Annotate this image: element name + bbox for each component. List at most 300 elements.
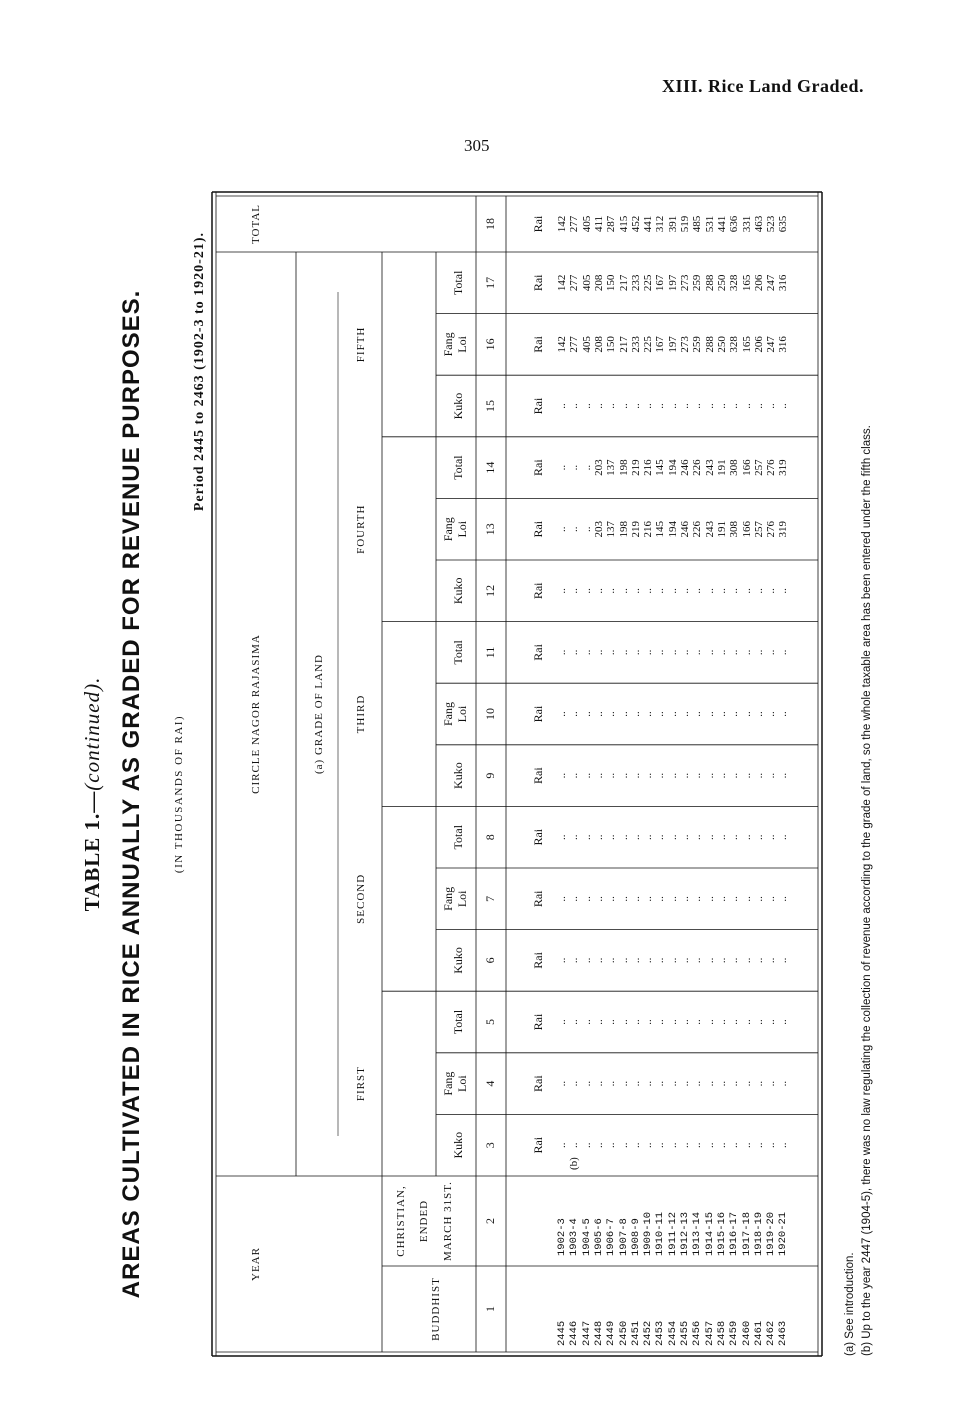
- empty-cell: ..: [666, 896, 679, 902]
- cell-fourth-fang-loi: 308: [728, 520, 741, 538]
- empty-cell: ..: [740, 772, 753, 779]
- cell-fifth-total: 316: [777, 274, 790, 292]
- cell-fourth-fang-loi: 194: [666, 520, 679, 538]
- empty-cell: ..: [691, 403, 704, 409]
- column-number: 18: [483, 218, 497, 230]
- empty-cell: ..: [728, 1080, 741, 1087]
- empty-cell: ..: [666, 588, 679, 594]
- empty-cell: ..: [666, 1080, 679, 1087]
- empty-cell: ..: [642, 649, 655, 656]
- empty-cell: ..: [568, 588, 581, 594]
- empty-cell: ..: [654, 403, 667, 409]
- empty-cell: ..: [580, 957, 593, 964]
- empty-cell: ..: [765, 1142, 778, 1148]
- cell-fourth-fang-loi: 203: [592, 520, 605, 538]
- empty-cell: ..: [592, 1142, 605, 1148]
- empty-cell: ..: [703, 772, 716, 779]
- empty-cell: ..: [777, 772, 790, 779]
- column-number: 16: [483, 338, 497, 351]
- empty-cell: ..: [752, 1142, 765, 1148]
- empty-cell: ..: [728, 649, 741, 656]
- cell-grand-total: 452: [629, 215, 642, 233]
- column-number: 6: [483, 957, 497, 964]
- column-number: 12: [483, 584, 497, 597]
- empty-cell: ..: [580, 834, 593, 840]
- unit-label: Rai: [531, 459, 545, 476]
- empty-cell: ..: [752, 1019, 765, 1025]
- cell-grand-total: 411: [592, 215, 605, 233]
- cell-fourth-fang-loi: 246: [679, 520, 691, 538]
- cell-grand-total: 142: [556, 215, 568, 233]
- empty-cell: ..: [666, 1142, 679, 1148]
- empty-cell: ..: [679, 834, 691, 840]
- table-units: (IN THOUSANDS OF RAI): [173, 714, 185, 874]
- empty-cell: ..: [777, 1142, 790, 1148]
- unit-label: Rai: [531, 828, 545, 846]
- row-buddhist-year: 2456: [691, 1320, 704, 1346]
- cell-fourth-total: 226: [691, 459, 704, 476]
- empty-cell: ..: [777, 711, 790, 717]
- header-fang-fourth: Fang: [441, 517, 455, 542]
- empty-cell: ..: [580, 588, 593, 594]
- empty-cell: ..: [703, 1019, 716, 1025]
- row-christian-year: 1920-21: [777, 1211, 790, 1256]
- empty-cell: ..: [728, 1019, 741, 1025]
- empty-cell: ..: [777, 403, 790, 409]
- empty-cell: ..: [728, 896, 741, 902]
- row-buddhist-year: 2457: [703, 1320, 716, 1346]
- empty-cell: ..: [752, 1080, 765, 1087]
- header-kuko-second: Kuko: [451, 947, 465, 974]
- empty-cell: ..: [715, 711, 728, 717]
- empty-cell: ..: [617, 834, 630, 840]
- table-period: Period 2445 to 2463 (1902-3 to 1920-21).: [192, 232, 207, 512]
- cell-grand-total: 331: [740, 215, 753, 233]
- empty-cell: ..: [752, 403, 765, 409]
- empty-cell: ..: [703, 1080, 716, 1087]
- empty-cell: ..: [765, 1019, 778, 1025]
- row-buddhist-year: 2452: [642, 1320, 655, 1346]
- cell-fifth-fang-loi: 250: [715, 336, 728, 353]
- row-buddhist-year: 2463: [777, 1320, 790, 1346]
- cell-fifth-fang-loi: 206: [752, 336, 765, 353]
- empty-cell: ..: [568, 1142, 581, 1148]
- empty-cell: ..: [568, 1080, 581, 1087]
- cell-fourth-total: ..: [556, 464, 568, 471]
- empty-cell: ..: [715, 649, 728, 656]
- cell-fifth-total: 150: [605, 274, 618, 292]
- empty-cell: ..: [777, 957, 790, 964]
- empty-cell: ..: [580, 403, 593, 409]
- empty-cell: ..: [691, 772, 704, 779]
- empty-cell: ..: [703, 649, 716, 656]
- cell-grand-total: 277: [568, 215, 581, 233]
- empty-cell: ..: [691, 1142, 704, 1148]
- empty-cell: ..: [642, 1142, 655, 1148]
- empty-cell: ..: [679, 896, 691, 902]
- header-grade-fourth: FOURTH: [355, 504, 367, 554]
- cell-fifth-fang-loi: 328: [728, 336, 741, 353]
- empty-cell: ..: [703, 711, 716, 717]
- cell-fifth-total: 225: [642, 274, 655, 292]
- cell-grand-total: 635: [777, 215, 790, 233]
- header-ended: ENDED: [418, 1199, 430, 1243]
- empty-cell: ..: [654, 1142, 667, 1148]
- empty-cell: ..: [568, 772, 581, 779]
- row-christian-year: 1905-6: [592, 1218, 605, 1256]
- column-number: 1: [483, 1306, 497, 1312]
- empty-cell: ..: [740, 1019, 753, 1025]
- empty-cell: ..: [679, 649, 691, 656]
- empty-cell: ..: [715, 403, 728, 409]
- table-subtitle: AREAS CULTIVATED IN RICE ANNUALLY AS GRADED FOR REVENUE PURPOSES.: [118, 289, 145, 1299]
- table-label: TABLE 1.—: [80, 790, 104, 912]
- empty-cell: ..: [592, 957, 605, 964]
- row-buddhist-year: 2451: [629, 1320, 642, 1346]
- header-loi-first: Loi: [455, 1075, 469, 1092]
- row-christian-year: 1908-9: [629, 1218, 642, 1256]
- empty-cell: ..: [654, 649, 667, 656]
- empty-cell: ..: [629, 649, 642, 656]
- header-fang-first: Fang: [441, 1071, 455, 1096]
- cell-grand-total: 463: [752, 215, 765, 233]
- empty-cell: ..: [679, 957, 691, 964]
- empty-cell: ..: [691, 834, 704, 840]
- empty-cell: ..: [568, 1019, 581, 1025]
- footnotes: [842, 425, 876, 1356]
- unit-label: Rai: [531, 890, 545, 908]
- empty-cell: ..: [777, 588, 790, 594]
- cell-fourth-fang-loi: 198: [617, 520, 630, 538]
- empty-cell: ..: [654, 834, 667, 840]
- empty-cell: ..: [777, 834, 790, 840]
- cell-fourth-total: 166: [740, 459, 753, 476]
- unit-label: Rai: [531, 336, 545, 353]
- empty-cell: ..: [617, 649, 630, 656]
- cell-fifth-fang-loi: 273: [679, 336, 691, 353]
- row-christian-year: 1910-11: [654, 1211, 667, 1256]
- page-number: 305: [464, 136, 490, 155]
- cell-fourth-total: 308: [728, 459, 741, 476]
- header-kuko-fifth: Kuko: [451, 392, 465, 420]
- cell-fifth-total: 206: [752, 274, 765, 292]
- header-loi-third: Loi: [455, 705, 469, 723]
- header-subtotal-fifth: Total: [451, 270, 465, 296]
- empty-cell: ..: [605, 1080, 618, 1087]
- header-kuko-first: Kuko: [451, 1131, 465, 1159]
- empty-cell: ..: [715, 834, 728, 840]
- empty-cell: ..: [617, 772, 630, 779]
- running-header: XIII. Rice Land Graded.: [661, 76, 864, 96]
- empty-cell: ..: [679, 588, 691, 594]
- row-christian-year: 1904-5: [580, 1218, 593, 1256]
- cell-grand-total: 636: [728, 215, 741, 233]
- empty-cell: ..: [654, 957, 667, 964]
- cell-fifth-fang-loi: 165: [740, 336, 753, 353]
- empty-cell: ..: [556, 772, 568, 779]
- empty-cell: ..: [740, 649, 753, 656]
- empty-cell: ..: [592, 1019, 605, 1025]
- cell-fifth-fang-loi: 217: [617, 336, 630, 353]
- empty-cell: ..: [666, 711, 679, 717]
- empty-cell: ..: [592, 1080, 605, 1087]
- empty-cell: ..: [568, 834, 581, 840]
- cell-fourth-fang-loi: 243: [703, 520, 716, 538]
- empty-cell: ..: [605, 834, 618, 840]
- empty-cell: ..: [642, 711, 655, 717]
- unit-label: Rai: [531, 767, 545, 784]
- empty-cell: ..: [752, 896, 765, 902]
- header-fang-second: Fang: [441, 886, 455, 911]
- empty-cell: ..: [642, 1019, 655, 1025]
- cell-fourth-fang-loi: 191: [715, 520, 728, 538]
- empty-cell: ..: [617, 588, 630, 594]
- empty-cell: ..: [654, 896, 667, 902]
- row-christian-year: 1911-12: [666, 1211, 679, 1256]
- row-christian-year: 1914-15: [703, 1211, 716, 1256]
- cell-fifth-total: 328: [728, 274, 741, 292]
- empty-cell: ..: [556, 1080, 568, 1087]
- column-number: 13: [483, 523, 497, 536]
- empty-cell: ..: [728, 834, 741, 840]
- cell-fifth-total: 288: [703, 274, 716, 292]
- cell-grand-total: 415: [617, 215, 630, 233]
- empty-cell: ..: [777, 1019, 790, 1025]
- empty-cell: ..: [605, 1019, 618, 1025]
- cell-fifth-total: 233: [629, 274, 642, 292]
- empty-cell: ..: [765, 403, 778, 409]
- empty-cell: ..: [765, 649, 778, 656]
- empty-cell: ..: [654, 1019, 667, 1025]
- empty-cell: ..: [642, 403, 655, 409]
- empty-cell: ..: [654, 711, 667, 717]
- empty-cell: ..: [617, 957, 630, 964]
- empty-cell: ..: [679, 772, 691, 779]
- row-buddhist-year: 2446: [568, 1320, 581, 1346]
- cell-grand-total: 405: [580, 215, 593, 233]
- empty-cell: ..: [765, 772, 778, 779]
- empty-cell: ..: [679, 1019, 691, 1025]
- header-total: TOTAL: [250, 204, 262, 244]
- row-christian-year: 1916-17: [728, 1211, 741, 1256]
- cell-fifth-fang-loi: 167: [654, 336, 667, 353]
- empty-cell: ..: [605, 711, 618, 717]
- unit-label: Rai: [531, 705, 545, 723]
- empty-cell: ..: [605, 772, 618, 779]
- empty-cell: ..: [740, 1080, 753, 1087]
- empty-cell: ..: [715, 588, 728, 594]
- table-continued: (continued).: [80, 676, 104, 791]
- header-grade-second: SECOND: [355, 873, 367, 924]
- empty-cell: ..: [715, 772, 728, 779]
- empty-cell: ..: [691, 896, 704, 902]
- empty-cell: ..: [556, 649, 568, 656]
- empty-cell: ..: [629, 711, 642, 717]
- empty-cell: ..: [728, 1142, 741, 1148]
- empty-cell: ..: [605, 649, 618, 656]
- header-kuko-third: Kuko: [451, 762, 465, 789]
- empty-cell: ..: [752, 834, 765, 840]
- cell-fifth-fang-loi: 225: [642, 336, 655, 353]
- cell-grand-total: 485: [691, 215, 704, 233]
- empty-cell: ..: [568, 403, 581, 409]
- column-number: 5: [483, 1019, 497, 1026]
- empty-cell: ..: [728, 772, 741, 779]
- cell-fourth-fang-loi: 166: [740, 520, 753, 538]
- cell-fifth-total: 167: [654, 274, 667, 292]
- empty-cell: ..: [703, 957, 716, 964]
- row-christian-year: 1917-18: [740, 1211, 753, 1256]
- column-number: 8: [483, 834, 497, 841]
- empty-cell: ..: [629, 834, 642, 840]
- empty-cell: ..: [666, 403, 679, 409]
- empty-cell: ..: [592, 896, 605, 902]
- cell-fifth-fang-loi: 277: [568, 336, 581, 353]
- empty-cell: ..: [691, 649, 704, 656]
- header-christian: CHRISTIAN,: [395, 1185, 407, 1257]
- unit-label: Rai: [531, 1013, 545, 1031]
- row-buddhist-year: 2462: [765, 1320, 778, 1346]
- row-buddhist-year: 2454: [666, 1320, 679, 1346]
- empty-cell: ..: [605, 957, 618, 964]
- empty-cell: ..: [752, 588, 765, 594]
- empty-cell: ..: [556, 834, 568, 840]
- empty-cell: ..: [629, 896, 642, 902]
- row-buddhist-year: 2450: [617, 1320, 630, 1346]
- empty-cell: ..: [666, 649, 679, 656]
- cell-fourth-fang-loi: ..: [580, 526, 593, 532]
- cell-fifth-fang-loi: 233: [629, 336, 642, 353]
- row-buddhist-year: 2458: [715, 1320, 728, 1346]
- empty-cell: ..: [703, 403, 716, 409]
- empty-cell: ..: [691, 711, 704, 717]
- column-number: 15: [483, 400, 497, 413]
- row-christian-year: 1915-16: [715, 1211, 728, 1256]
- cell-fourth-total: 319: [777, 459, 790, 476]
- empty-cell: ..: [740, 711, 753, 717]
- empty-cell: ..: [715, 957, 728, 964]
- row-christian-year: 1913-14: [691, 1211, 704, 1256]
- empty-cell: ..: [629, 1080, 642, 1087]
- empty-cell: ..: [703, 834, 716, 840]
- cell-grand-total: 441: [642, 215, 655, 233]
- header-loi-fourth: Loi: [455, 520, 469, 538]
- unit-label: Rai: [531, 952, 545, 969]
- row-buddhist-year: 2448: [592, 1320, 605, 1346]
- empty-cell: ..: [642, 957, 655, 964]
- empty-cell: ..: [556, 711, 568, 717]
- cell-fifth-fang-loi: 259: [691, 336, 704, 353]
- cell-fourth-fang-loi: 137: [605, 520, 618, 538]
- header-fang-fifth: Fang: [441, 332, 455, 357]
- empty-cell: ..: [642, 772, 655, 779]
- row-buddhist-year: 2455: [679, 1320, 691, 1346]
- cell-fifth-total: 247: [765, 274, 778, 292]
- empty-cell: ..: [568, 711, 581, 717]
- empty-cell: ..: [765, 896, 778, 902]
- empty-cell: ..: [666, 834, 679, 840]
- column-number: 14: [483, 461, 497, 474]
- cell-fifth-fang-loi: 150: [605, 336, 618, 353]
- empty-cell: ..: [703, 896, 716, 902]
- cell-fourth-total: 194: [666, 459, 679, 476]
- cell-fifth-total: 142: [556, 274, 568, 292]
- empty-cell: ..: [765, 1080, 778, 1087]
- cell-fourth-total: 276: [765, 459, 778, 476]
- empty-cell: ..: [629, 957, 642, 964]
- empty-cell: ..: [691, 1080, 704, 1087]
- empty-cell: ..: [556, 896, 568, 902]
- empty-cell: ..: [642, 588, 655, 594]
- row-christian-year: 1902-3: [556, 1218, 568, 1256]
- header-subtotal-third: Total: [451, 640, 465, 665]
- empty-cell: ..: [580, 711, 593, 717]
- cell-fourth-total: 246: [679, 459, 691, 476]
- footnote-a: (a) See introduction.: [844, 1252, 856, 1356]
- empty-cell: ..: [629, 772, 642, 779]
- empty-cell: ..: [617, 896, 630, 902]
- empty-cell: ..: [642, 834, 655, 840]
- empty-cell: ..: [765, 957, 778, 964]
- empty-cell: ..: [580, 1080, 593, 1087]
- unit-label: Rai: [531, 1136, 545, 1154]
- empty-cell: ..: [605, 1142, 618, 1148]
- cell-fourth-total: 203: [592, 459, 605, 476]
- empty-cell: ..: [592, 772, 605, 779]
- empty-cell: ..: [728, 588, 741, 594]
- header-subtotal-second: Total: [451, 824, 465, 850]
- cell-fourth-total: 216: [642, 459, 655, 476]
- header-grade: (a) GRADE OF LAND: [313, 654, 325, 774]
- column-number: 9: [483, 772, 497, 779]
- empty-cell: ..: [605, 403, 618, 409]
- row-buddhist-year: 2459: [728, 1320, 741, 1346]
- empty-cell: ..: [679, 403, 691, 409]
- empty-cell: ..: [666, 957, 679, 964]
- cell-grand-total: 519: [679, 215, 691, 233]
- empty-cell: ..: [691, 588, 704, 594]
- empty-cell: ..: [728, 957, 741, 964]
- empty-cell: ..: [765, 711, 778, 717]
- empty-cell: ..: [592, 403, 605, 409]
- empty-cell: ..: [629, 1142, 642, 1148]
- row-buddhist-year: 2449: [605, 1320, 618, 1346]
- empty-cell: ..: [777, 1080, 790, 1087]
- empty-cell: ..: [740, 834, 753, 840]
- empty-cell: ..: [592, 834, 605, 840]
- row-christian-year: 1919-20: [765, 1211, 778, 1256]
- cell-fifth-total: 197: [666, 274, 679, 292]
- cell-fourth-total: 191: [715, 459, 728, 476]
- cell-grand-total: 441: [715, 215, 728, 233]
- empty-cell: ..: [740, 1142, 753, 1148]
- row-christian-year: 1912-13: [679, 1211, 691, 1256]
- header-march: MARCH 31ST.: [442, 1181, 454, 1261]
- cell-grand-total: 523: [765, 215, 778, 233]
- empty-cell: ..: [777, 896, 790, 902]
- empty-cell: ..: [592, 588, 605, 594]
- column-number: 3: [483, 1142, 497, 1149]
- header-grade-third: THIRD: [355, 694, 367, 734]
- cell-fourth-total: 137: [605, 459, 618, 476]
- cell-fourth-fang-loi: 257: [752, 520, 765, 538]
- empty-cell: ..: [605, 588, 618, 594]
- unit-label: Rai: [531, 582, 545, 600]
- header-subtotal-first: Total: [451, 1009, 465, 1035]
- empty-cell: ..: [691, 957, 704, 964]
- empty-cell: ..: [580, 896, 593, 902]
- header-fang-third: Fang: [441, 702, 455, 727]
